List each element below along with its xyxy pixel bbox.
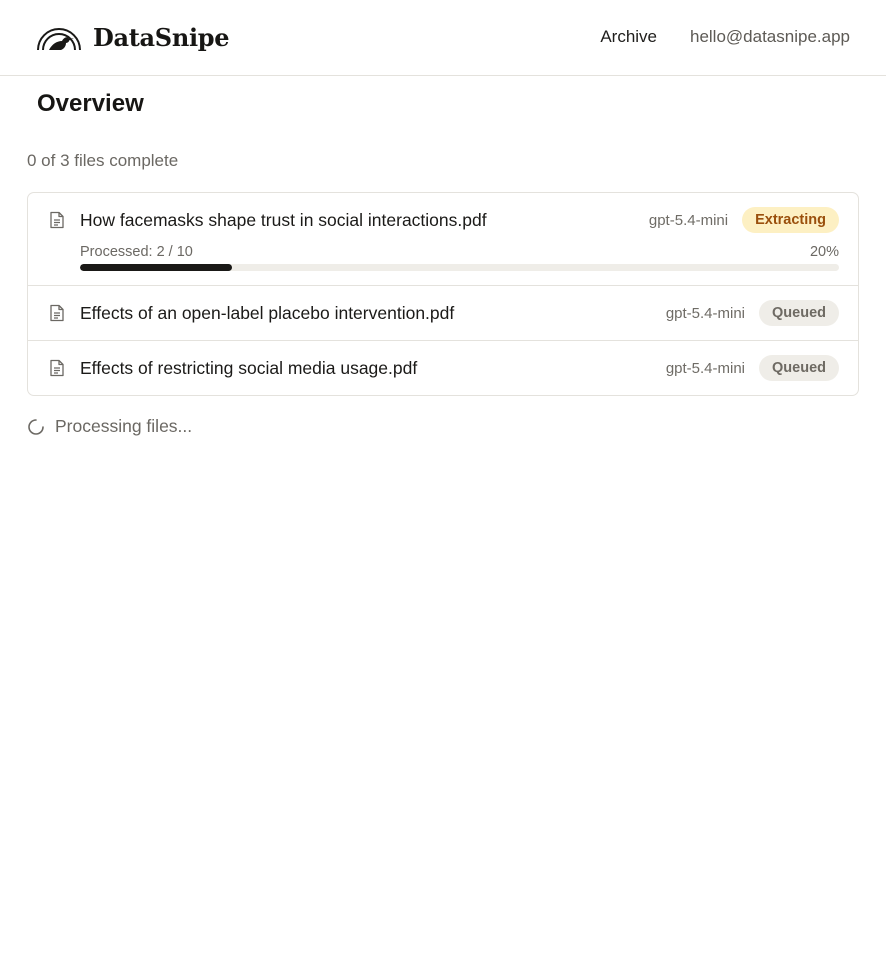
file-name: Effects of restricting social media usage.pdf — [80, 358, 418, 378]
model-name: gpt-5.4-mini — [665, 359, 746, 377]
account-email-link[interactable]: hello@datasnipe.app — [690, 27, 850, 46]
status-badge-queued: Queued — [759, 355, 839, 381]
processing-status — [27, 416, 192, 437]
processing-status-label: Processing files... — [55, 416, 193, 436]
brand-name: DataSnipe — [93, 22, 230, 52]
bird-arch-logo-icon — [35, 22, 83, 52]
document-icon — [49, 359, 65, 377]
document-icon — [49, 304, 65, 322]
file-meta — [649, 207, 839, 233]
page-title: Overview — [37, 90, 144, 117]
file-name: How facemasks shape trust in social interactions.pdf — [80, 210, 487, 230]
status-badge-extracting: Extracting — [742, 207, 839, 233]
document-icon — [49, 211, 65, 229]
file-name: Effects of an open-label placebo intervention.pdf — [80, 303, 455, 323]
file-row[interactable] — [28, 285, 858, 340]
file-meta — [666, 355, 839, 381]
progress-bar — [80, 264, 839, 271]
file-list — [27, 192, 859, 396]
file-row[interactable] — [28, 340, 858, 395]
status-badge-queued: Queued — [759, 300, 839, 326]
spinner-icon — [27, 418, 45, 436]
file-meta — [666, 300, 839, 326]
progress-label: Processed: 2 / 10 — [80, 244, 193, 260]
model-name: gpt-5.4-mini — [665, 304, 746, 322]
top-header — [0, 0, 886, 76]
file-row[interactable] — [28, 193, 858, 285]
archive-link[interactable]: Archive — [600, 27, 657, 46]
model-name: gpt-5.4-mini — [648, 211, 729, 229]
brand[interactable] — [35, 22, 229, 52]
progress-bar-fill — [80, 264, 232, 271]
completion-summary: 0 of 3 files complete — [27, 151, 179, 170]
progress-percent: 20% — [809, 244, 839, 260]
top-nav — [600, 27, 850, 47]
